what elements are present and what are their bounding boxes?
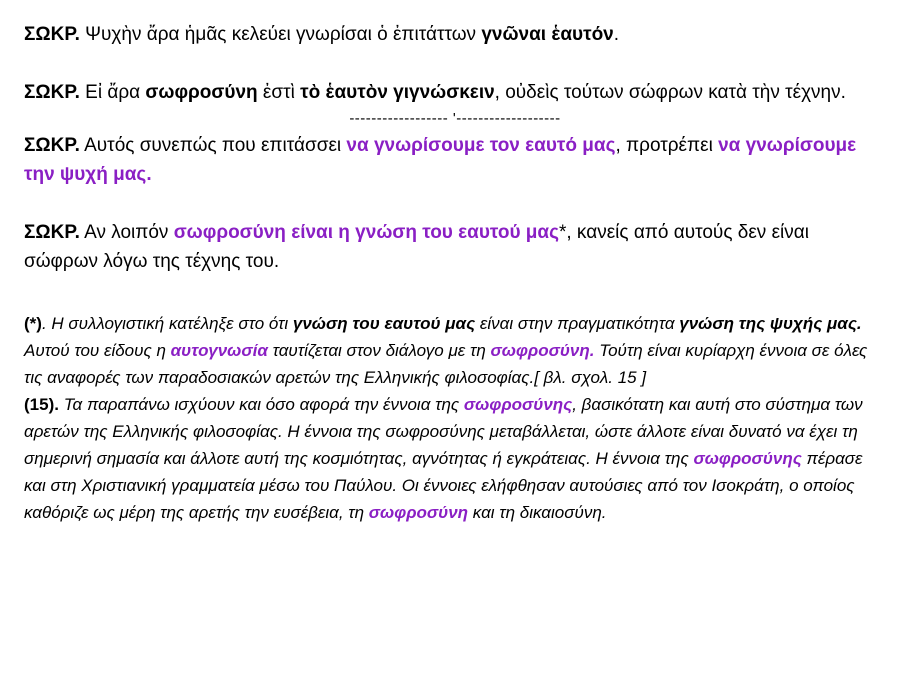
text: Τα παραπάνω ισχύουν και όσο αφορά την έννοια της	[58, 395, 464, 414]
text: .	[613, 24, 620, 45]
highlight: σωφροσύνη είναι η γνώση του εαυτού μας	[173, 222, 559, 243]
emphasis: γνῶναι ἑαυτόν	[481, 24, 614, 45]
text: πέρασε και στη Χριστιανική γραμματεία μέσω του Παύλου. Οι έννοιες ελήφθησαν αυτούσιες από τον Ισοκράτη, ο οποίος καθόριζε ως μέρη της αρετής την ευσέβεια, τη	[24, 449, 863, 522]
text: , προτρέπει	[615, 135, 719, 156]
footnote-15	[24, 391, 886, 526]
highlight: να γνωρίσουμε τον εαυτό μας	[346, 135, 616, 156]
text: , βασικότατη και αυτή στο σύστημα των αρετών της Ελληνικής φιλοσοφίας. Η έννοια της σωφροσύνης μεταβάλλεται, ώστε άλλοτε είναι δυνατό να έχει τη σημερινή σημασία και άλλοτε αυτή της κοσμιότητας, αγνότητας ή εγκράτειας. Η έννοια της	[24, 395, 863, 468]
footnote-mark: (*)	[24, 314, 42, 333]
highlight: να γνωρίσουμε την ψυχή μας.	[24, 135, 857, 185]
speaker-label: ΣΩΚΡ.	[24, 24, 80, 45]
speaker-label: ΣΩΚΡ.	[24, 82, 80, 103]
highlight: αυτογνωσία	[170, 341, 268, 360]
highlight: σωφροσύνης	[693, 449, 802, 468]
modern-greek-line-2	[24, 218, 886, 276]
text: Ψυχὴν ἄρα ἡμᾶς κελεύει γνωρίσαι ὁ ἐπιτάττων	[79, 24, 482, 45]
emphasis: τὸ ἑαυτὸν γιγνώσκειν	[300, 82, 495, 103]
highlight: σωφροσύνη	[368, 503, 469, 522]
footnote-asterisk	[24, 310, 886, 391]
modern-greek-line-1	[24, 131, 886, 189]
ancient-greek-line-1	[24, 20, 886, 49]
emphasis: γνώση του εαυτού μας	[292, 314, 476, 333]
speaker-label: ΣΩΚΡ.	[24, 135, 80, 156]
text: Αυτού του είδους η	[24, 341, 171, 360]
highlight: σωφροσύνης	[463, 395, 573, 414]
text: Αυτός συνεπώς που επιτάσσει	[79, 135, 347, 156]
emphasis: σωφροσύνη	[145, 82, 258, 103]
text: . Η συλλογιστική κατέληξε στο ότι	[41, 314, 293, 333]
text: Αν λοιπόν	[79, 222, 174, 243]
ancient-greek-line-2	[24, 78, 886, 107]
text: ταυτίζεται στον διάλογο με τη	[267, 341, 491, 360]
speaker-label: ΣΩΚΡ.	[24, 222, 80, 243]
text: ἐστὶ	[257, 82, 301, 103]
text: , οὐδεὶς τούτων σώφρων κατὰ τὴν τέχνην.	[494, 82, 846, 103]
highlight: σωφροσύνη.	[490, 341, 595, 360]
document-page	[24, 20, 886, 526]
section-divider: ------------------ '-------------------	[349, 110, 561, 127]
text: *, κανείς από αυτούς δεν είναι σώφρων λόγω της τέχνης του.	[24, 222, 809, 272]
emphasis: γνώση της ψυχής μας.	[679, 314, 862, 333]
footnote-mark: (15).	[24, 395, 59, 414]
text: Τούτη είναι κυρίαρχη έννοια σε όλες τις αναφορές των παραδοσιακών αρετών της Ελληνικής φιλοσοφίας.[ βλ. σχολ. 15 ]	[24, 341, 868, 387]
text: είναι στην πραγματικότητα	[475, 314, 680, 333]
text: Εἰ ἄρα	[79, 82, 146, 103]
text: και τη δικαιοσύνη.	[468, 503, 607, 522]
